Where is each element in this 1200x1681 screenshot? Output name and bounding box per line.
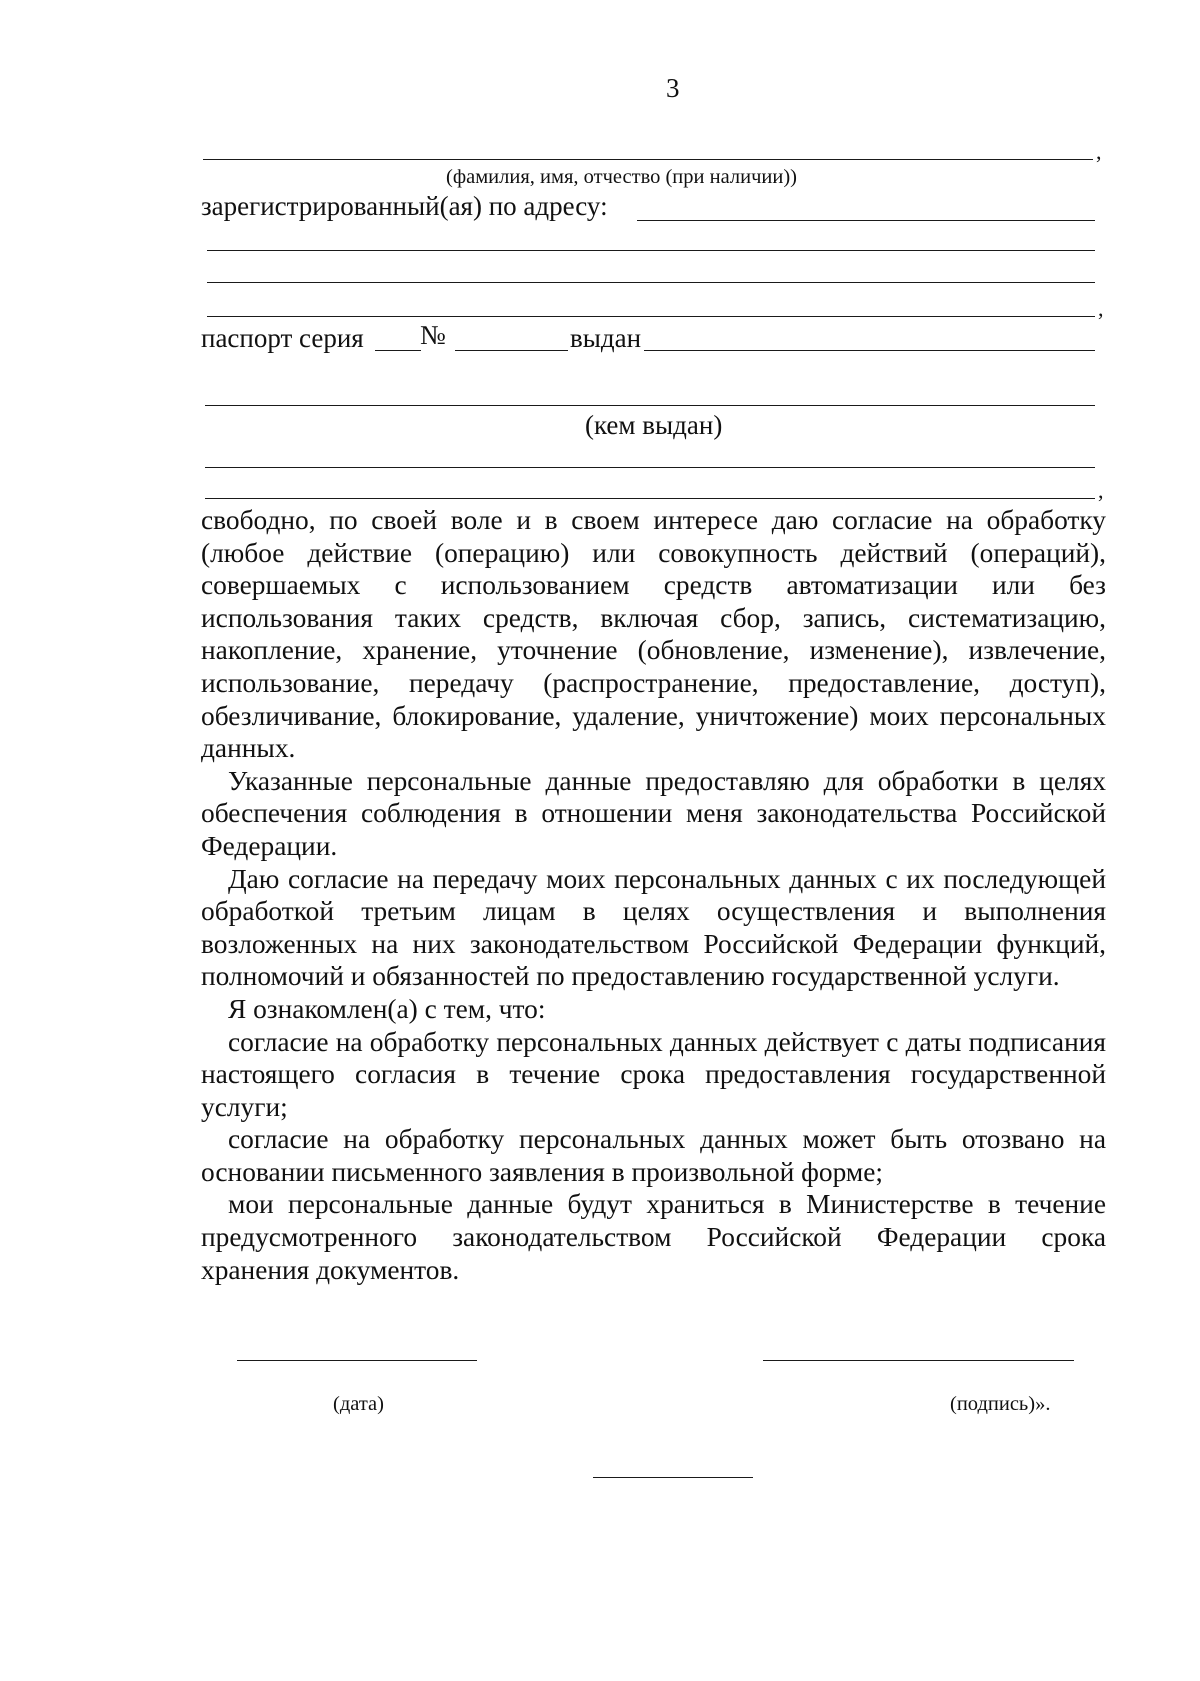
date-field-line[interactable] (237, 1360, 477, 1361)
issued-label: выдан (570, 323, 642, 353)
third-party-paragraph: Даю согласие на передачу моих персональных данных с их последующей обработкой третьим лицам в целях осуществления и выполнения возложенных на них законодательством Российской Федерации функций, полномочий и обязанностей по предоставлению государственной услуги. (201, 863, 1106, 992)
registered-address-field-line[interactable] (637, 220, 1095, 221)
passport-series-label: паспорт серия (201, 323, 364, 353)
address-line-2[interactable] (207, 250, 1095, 251)
issued-by-line-3[interactable] (205, 498, 1095, 499)
page-number: 3 (666, 73, 680, 103)
issued-by-field-line[interactable] (205, 405, 1095, 406)
registered-address-label: зарегистрированный(ая) по адресу: (201, 191, 608, 221)
passport-number-sign: № (420, 320, 446, 350)
comma: , (1098, 478, 1104, 503)
issued-by-line-2[interactable] (205, 467, 1095, 468)
comma: , (1096, 139, 1102, 164)
purpose-paragraph: Указанные персональные данные предоставляю для обработки в целях обеспечения соблюдения в отношении меня законодательства Российской Федерации. (201, 765, 1106, 861)
address-line-3[interactable] (207, 282, 1095, 283)
address-line-4[interactable] (207, 316, 1095, 317)
signature-caption: (подпись)». (950, 1393, 1051, 1415)
storage-paragraph: мои персональные данные будут храниться в Министерстве в течение предусмотренного законодательством Российской Федерации срока хранения документов. (201, 1189, 1106, 1285)
revocation-paragraph: согласие на обработку персональных данных может быть отозвано на основании письменного заявления в произвольной форме; (201, 1124, 1106, 1187)
consent-body-text (201, 504, 1106, 1286)
validity-paragraph: согласие на обработку персональных данных действует с даты подписания настоящего согласия в течение срока предоставления государственной услуги; (201, 1026, 1106, 1122)
passport-series-field-line[interactable] (375, 350, 421, 351)
consent-paragraph: свободно, по своей воле и в своем интересе даю согласие на обработку (любое действие (операцию) или совокупность действий (операций), совершаемых с использованием средств автоматизации или без использования таких средств, включая сбор, запись, систематизацию, накопление, хранение, уточнение (обновление, изменение), извлечение, использование, передачу (распространение, предоставление, доступ), обезличивание, блокирование, удаление, уничтожение) моих персональных данных. (201, 505, 1106, 764)
issued-by-caption: (кем выдан) (585, 410, 723, 440)
date-caption: (дата) (333, 1393, 384, 1415)
signature-field-line[interactable] (763, 1360, 1074, 1361)
passport-number-field-line[interactable] (455, 350, 568, 351)
acknowledgement-paragraph: Я ознакомлен(а) с тем, что: (228, 993, 546, 1024)
comma: , (1098, 296, 1104, 321)
issued-field-line[interactable] (644, 350, 1095, 351)
end-separator-line (593, 1477, 753, 1478)
full-name-field-line[interactable] (203, 159, 1093, 160)
full-name-caption: (фамилия, имя, отчество (при наличии)) (446, 166, 797, 188)
